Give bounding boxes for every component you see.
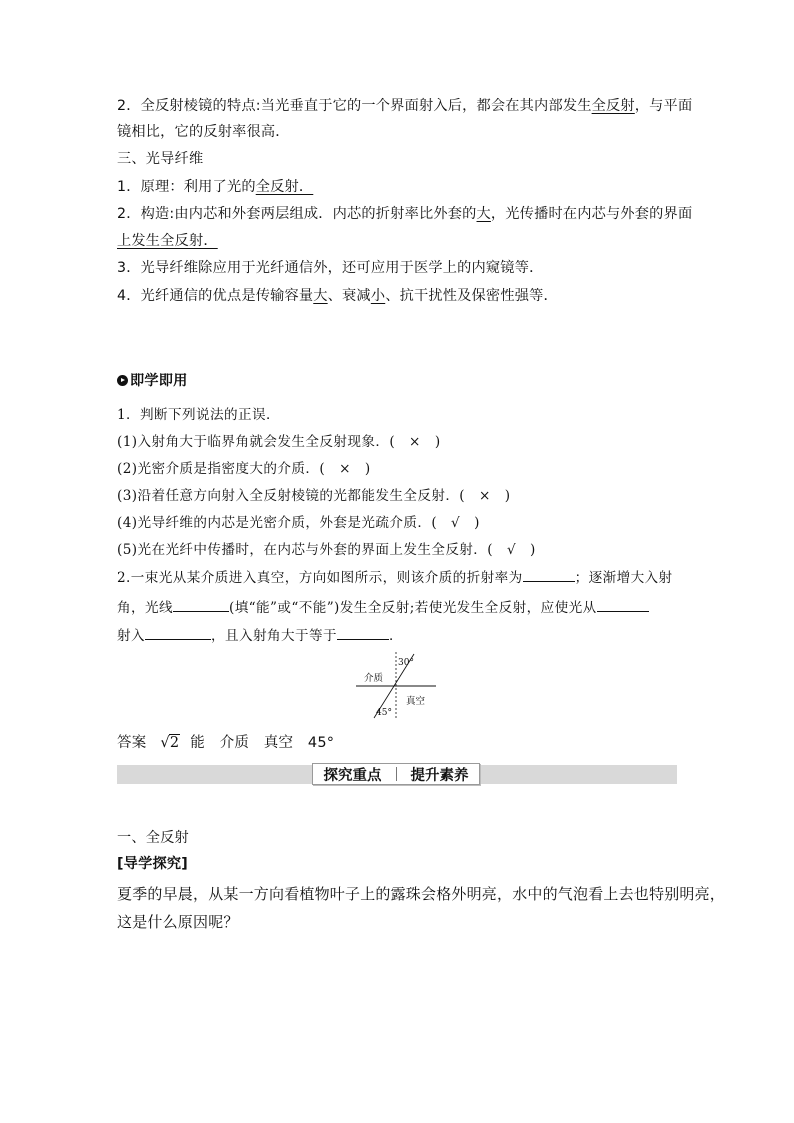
- answer-values: 能 介质 真空 45°: [190, 735, 335, 751]
- answer-blank[interactable]: [173, 597, 229, 612]
- fiber-item-2-line-1: [117, 204, 692, 224]
- total-reflection-heading: 一、全反射: [117, 830, 189, 846]
- question-1-item: (3)沿着任意方向射入全反射棱镜的光都能发生全反射．( × ): [117, 488, 511, 504]
- question-1-item: (4)光导纤维的内芯是光密介质，外套是光疏介质．( √ ): [117, 515, 480, 531]
- answer-blank[interactable]: [597, 597, 649, 612]
- text: 2．全反射棱镜的特点:当光垂直于它的一个界面射入后，都会在其内部发生: [117, 98, 592, 114]
- refraction-diagram: [356, 650, 438, 720]
- practice-heading: [117, 371, 188, 391]
- answer-blank[interactable]: [145, 625, 211, 640]
- question-1-item: (2)光密介质是指密度大的介质．( × ): [117, 461, 371, 477]
- text: 射入: [117, 628, 145, 644]
- question-1-item: (5)光在光纤中传播时，在内芯与外套的界面上发生全反射．( √ ): [117, 542, 536, 558]
- text: 2.一束光从某介质进入真空，方向如图所示，则该介质的折射率为: [117, 570, 523, 586]
- underlined-answer: 大: [476, 206, 491, 222]
- guided-inquiry-label: [导学探究]: [117, 856, 188, 872]
- question-1: 1．判断下列说法的正误．: [117, 407, 280, 423]
- answer-blank[interactable]: [337, 625, 389, 640]
- medium-label: 介质: [364, 673, 384, 684]
- question-2-line-2: [117, 597, 649, 618]
- answer-label: 答案: [117, 735, 147, 751]
- banner-right-text: 提升素养: [410, 767, 469, 784]
- paragraph-line-2: 这是什么原因呢？: [117, 913, 239, 931]
- prism-item-2-line-2: 镜相比，它的反射率很高．: [117, 124, 290, 140]
- text: 4．光纤通信的优点是传输容量: [117, 288, 314, 304]
- answer-line: [117, 733, 334, 753]
- text: 、抗干扰性及保密性强等．: [385, 288, 558, 304]
- sqrt-expression: √2: [160, 735, 180, 751]
- fiber-item-4: [117, 286, 558, 306]
- play-circle-icon: [117, 375, 128, 386]
- text: ，与平面: [634, 98, 693, 114]
- banner-divider: [396, 767, 397, 781]
- text: ．: [388, 628, 403, 644]
- angle-bottom-label: 45°: [376, 708, 392, 718]
- fiber-item-2-line-2: [117, 231, 218, 251]
- text: ，光传播时在内芯与外套的界面: [490, 206, 693, 222]
- paragraph-line-1: 夏季的早晨，从某一方向看植物叶子上的露珠会格外明亮，水中的气泡看上去也特别明亮，: [117, 885, 726, 903]
- fiber-item-1: [117, 177, 313, 197]
- question-2-line-1: [117, 567, 673, 588]
- vacuum-label: 真空: [406, 696, 426, 707]
- text: 1．原理：利用了光的: [117, 179, 256, 195]
- section-banner: [312, 763, 480, 785]
- practice-heading-text: 即学即用: [130, 373, 188, 389]
- banner-left-text: 探究重点: [323, 767, 382, 784]
- sqrt-radicand: 2: [169, 735, 180, 751]
- angle-top-label: 30°: [398, 658, 414, 668]
- text: 角，光线: [117, 600, 173, 616]
- text: 2．构造:由内芯和外套两层组成．内芯的折射率比外套的: [117, 206, 477, 222]
- fiber-item-3: 3．光导纤维除应用于光纤通信外，还可应用于医学上的内窥镜等．: [117, 260, 544, 276]
- text: 、衰减: [327, 288, 371, 304]
- answer-blank[interactable]: [523, 567, 575, 582]
- text: ，且入射角大于等于: [211, 628, 337, 644]
- fiber-heading: 三、光导纤维: [117, 151, 204, 167]
- text: (填“能”或“不能”)发生全反射;若使光发生全反射，应使光从: [228, 600, 597, 616]
- underlined-answer: 小: [370, 288, 386, 304]
- underlined-answer: 全反射．: [255, 179, 314, 195]
- underlined-answer: 上发生全反射．: [117, 233, 218, 249]
- underlined-answer: 全反射: [591, 98, 635, 114]
- text: ；逐渐增大入射: [574, 570, 673, 586]
- question-2-line-3: [117, 625, 403, 646]
- prism-item-2-line-1: [117, 96, 692, 116]
- underlined-answer: 大: [313, 288, 328, 304]
- question-1-item: (1)入射角大于临界角就会发生全反射现象．( × ): [117, 434, 441, 450]
